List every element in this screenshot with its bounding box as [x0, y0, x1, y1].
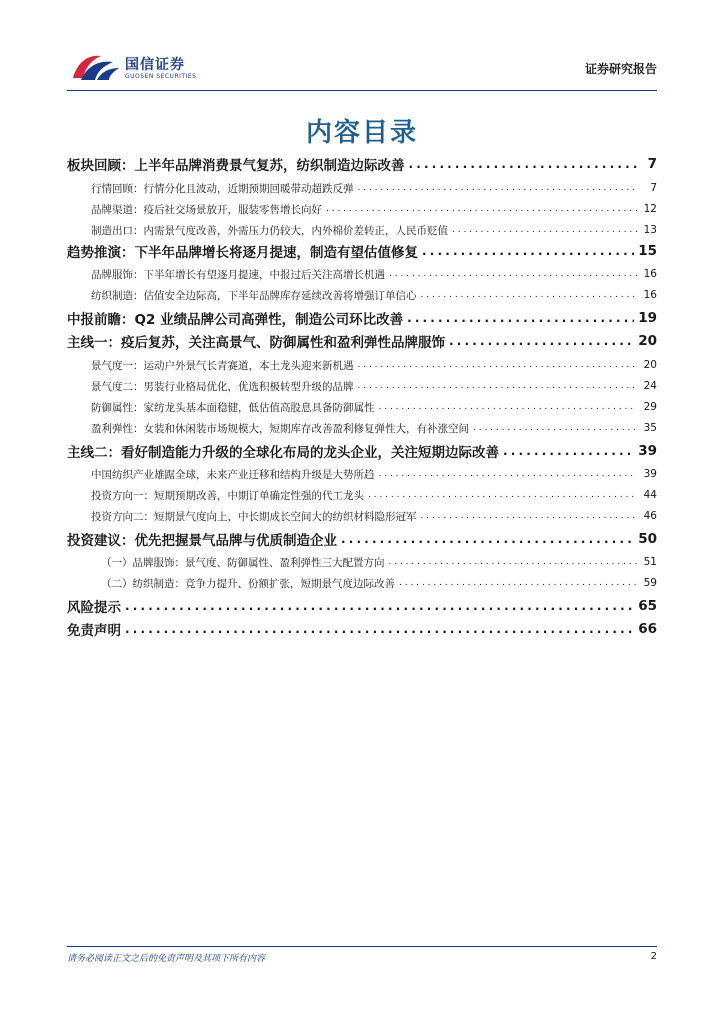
toc-entry-page: 35	[643, 422, 657, 434]
toc-entry-page: 16	[643, 289, 657, 301]
toc-entry[interactable]	[67, 440, 657, 462]
toc-entry-page: 50	[638, 531, 657, 547]
toc-entry-label: 防御属性：家纺龙头基本面稳健，低估值高股息具备防御属性	[91, 401, 375, 414]
toc-entry-page: 29	[643, 401, 657, 413]
toc-entry[interactable]	[67, 375, 657, 397]
guosen-logo	[67, 48, 267, 88]
guosen-logo-mark-icon	[67, 48, 123, 84]
toc-leader-dots	[473, 421, 637, 435]
toc-leader-dots	[503, 444, 634, 458]
toc-entry-page: 7	[650, 182, 657, 194]
toc-entry-page: 39	[643, 468, 657, 480]
toc-entry-page: 65	[638, 598, 657, 614]
toc-entry-label: 免责声明	[67, 623, 121, 639]
toc-leader-dots	[409, 157, 638, 171]
toc-entry-label: 制造出口：内需景气度改善，外需压力仍较大，内外棉价差转正，人民币贬值	[91, 224, 448, 237]
toc-leader-dots	[449, 334, 634, 348]
toc-leader-dots	[389, 555, 638, 569]
toc-entry[interactable]	[67, 219, 657, 241]
toc-entry-page: 39	[638, 443, 657, 459]
header-divider	[67, 90, 657, 91]
toc-leader-dots	[125, 622, 634, 636]
logo-chinese-name: 国信证券	[125, 57, 185, 73]
toc-entry-label: 投资方向二：短期景气度向上，中长期成长空间大的纺织材料隐形冠军	[91, 510, 417, 523]
toc-entry[interactable]	[67, 153, 657, 175]
toc-entry-label: 中国纺织产业雄踞全球，未来产业迁移和结构升级是大势所趋	[91, 468, 375, 481]
toc-leader-dots	[379, 400, 638, 414]
toc-entry-label: 投资方向一：短期预期改善，中期订单确定性强的代工龙头	[91, 489, 364, 502]
toc-entry-label: 板块回顾：上半年品牌消费景气复苏，纺织制造边际改善	[67, 158, 405, 174]
toc-leader-dots	[125, 599, 634, 613]
toc-entry-page: 15	[638, 243, 657, 259]
toc-entry-page: 16	[643, 268, 657, 280]
toc-entry-label: （一）品牌服饰：景气度、防御属性、盈利弹性三大配置方向	[101, 556, 385, 569]
toc-entry-label: 纺织制造：估值安全边际高，下半年品牌库存延续改善将增强订单信心	[91, 289, 417, 302]
footer-disclaimer: 请务必阅读正文之后的免责声明及其项下所有内容	[67, 954, 266, 964]
toc-leader-dots	[407, 311, 634, 325]
toc-entry-page: 44	[643, 489, 657, 501]
toc-entry-label: 景气度一：运动户外景气长青赛道，本土龙头迎来新机遇	[91, 359, 354, 372]
page-header	[67, 44, 657, 92]
toc-entry[interactable]	[67, 595, 657, 617]
toc-leader-dots	[421, 509, 638, 523]
toc-entry-page: 19	[638, 310, 657, 326]
toc-entry[interactable]	[67, 198, 657, 220]
page-title: 内容目录	[305, 118, 418, 148]
toc-leader-dots	[358, 181, 638, 195]
toc-entry[interactable]	[67, 240, 657, 262]
toc-entry-page: 12	[643, 203, 657, 215]
toc-entry-page: 46	[643, 510, 657, 522]
toc-entry[interactable]	[67, 505, 657, 527]
toc-entry[interactable]	[67, 263, 657, 285]
toc-entry-label: 主线一：疫后复苏，关注高景气、防御属性和盈利弹性品牌服饰	[67, 335, 445, 351]
toc-leader-dots	[399, 576, 637, 590]
toc-entry[interactable]	[67, 396, 657, 418]
toc-entry-label: 趋势推演：下半年品牌增长将逐月提速，制造有望估值修复	[67, 245, 418, 261]
toc-entry-label: 风险提示	[67, 600, 121, 616]
toc-leader-dots	[379, 467, 638, 481]
toc-entry-label: 盈利弹性：女装和休闲装市场规模大，短期库存改善盈利修复弹性大，有补涨空间	[91, 422, 469, 435]
toc-entry-label: 投资建议：优先把握景气品牌与优质制造企业	[67, 533, 337, 549]
toc-leader-dots	[452, 223, 637, 237]
toc-entry-page: 59	[643, 577, 657, 589]
toc-entry-page: 13	[643, 224, 657, 236]
logo-english-name: GUOSEN SECURITIES	[125, 73, 197, 80]
toc-entry[interactable]	[67, 417, 657, 439]
toc-entry[interactable]	[67, 463, 657, 485]
toc-leader-dots	[422, 244, 634, 258]
toc-entry-label: 品牌渠道：疫后社交场景放开，服装零售增长向好	[91, 203, 322, 216]
toc-leader-dots	[358, 358, 638, 372]
toc-leader-dots	[341, 532, 634, 546]
toc-entry-label: 品牌服饰：下半年增长有望逐月提速，中报过后关注高增长机遇	[91, 268, 385, 281]
report-type-label: 证券研究报告	[584, 62, 657, 76]
toc-entry-page: 20	[638, 333, 657, 349]
toc-leader-dots	[368, 488, 637, 502]
toc-entry[interactable]	[67, 484, 657, 506]
toc-entry-page: 66	[638, 621, 657, 637]
toc-entry[interactable]	[67, 330, 657, 352]
toc-entry[interactable]	[67, 284, 657, 306]
toc-entry[interactable]	[67, 307, 657, 329]
toc-entry[interactable]	[67, 177, 657, 199]
page-number: 2	[650, 951, 657, 962]
toc-entry-page: 24	[643, 380, 657, 392]
toc-entry-label: 中报前瞻：Q2 业绩品牌公司高弹性，制造公司环比改善	[67, 312, 404, 328]
toc-entry-label: 景气度二：男装行业格局优化，优选积极转型升级的品牌	[91, 380, 354, 393]
toc-leader-dots	[326, 202, 637, 216]
toc-entry-label: （二）纺织制造：竞争力提升、份额扩张，短期景气度边际改善	[101, 577, 395, 590]
toc-entry-page: 20	[643, 359, 657, 371]
toc-entry-page: 7	[647, 156, 657, 172]
toc-leader-dots	[421, 288, 638, 302]
toc-leader-dots	[389, 267, 637, 281]
footer-divider	[67, 946, 657, 947]
toc-entry[interactable]	[67, 572, 657, 594]
toc-entry[interactable]	[67, 551, 657, 573]
toc-entry[interactable]	[67, 528, 657, 550]
toc-entry-label: 主线二：看好制造能力升级的全球化布局的龙头企业，关注短期边际改善	[67, 445, 499, 461]
toc-entry-page: 51	[643, 556, 657, 568]
toc-entry[interactable]	[67, 354, 657, 376]
toc-leader-dots	[358, 379, 638, 393]
toc-entry[interactable]	[67, 618, 657, 640]
toc-entry-label: 行情回顾：行情分化且波动，近期预期回暖带动超跌反弹	[91, 182, 354, 195]
